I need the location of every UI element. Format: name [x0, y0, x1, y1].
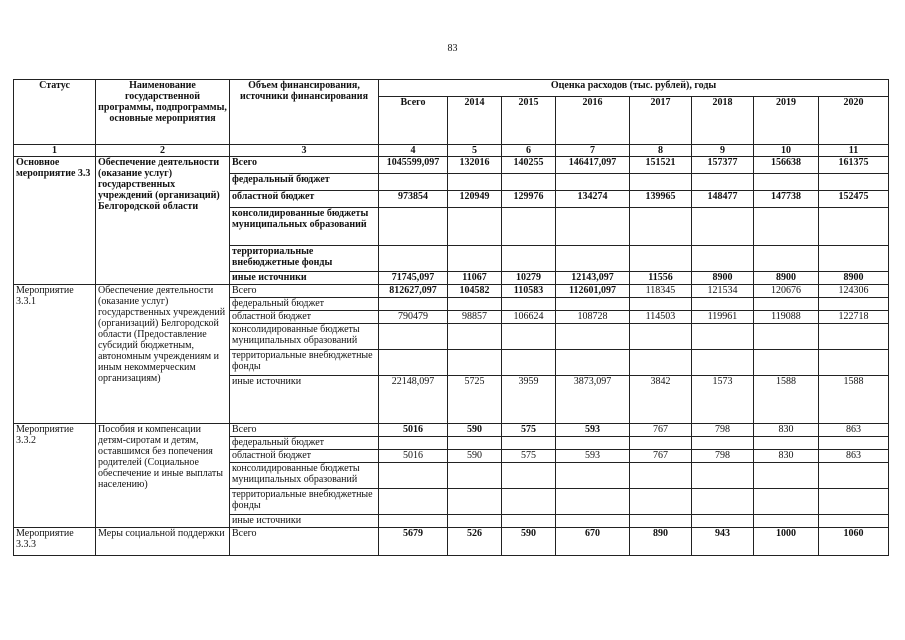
value-cell: 830 [754, 450, 819, 463]
table-row [14, 424, 889, 437]
value-cell [502, 437, 556, 450]
value-cell [692, 463, 754, 489]
value-cell [754, 489, 819, 515]
value-cell [448, 298, 502, 311]
value-cell [692, 174, 754, 191]
value-cell: 110583 [502, 285, 556, 298]
value-cell: 798 [692, 450, 754, 463]
value-cell [379, 324, 448, 350]
value-cell [556, 208, 630, 246]
header-year: 2018 [692, 97, 754, 145]
funding-source-cell: иные источники [230, 272, 379, 285]
value-cell: 1588 [754, 376, 819, 424]
value-cell [448, 174, 502, 191]
value-cell [630, 246, 692, 272]
value-cell [448, 463, 502, 489]
funding-source-cell: федеральный бюджет [230, 437, 379, 450]
value-cell [556, 246, 630, 272]
value-cell [379, 208, 448, 246]
funding-source-cell: территориальные внебюджетные фонды [230, 350, 379, 376]
header-status: Статус [14, 80, 96, 145]
value-cell [448, 489, 502, 515]
value-cell: 890 [630, 528, 692, 556]
column-index: 2 [96, 145, 230, 157]
value-cell [754, 246, 819, 272]
funding-source-cell: федеральный бюджет [230, 174, 379, 191]
value-cell: 71745,097 [379, 272, 448, 285]
value-cell [448, 350, 502, 376]
value-cell [379, 246, 448, 272]
value-cell: 812627,097 [379, 285, 448, 298]
value-cell: 10279 [502, 272, 556, 285]
value-cell: 973854 [379, 191, 448, 208]
value-cell: 11556 [630, 272, 692, 285]
value-cell [692, 208, 754, 246]
value-cell [502, 174, 556, 191]
funding-source-cell: консолидированные бюджеты муниципальных образований [230, 208, 379, 246]
status-cell: Основное мероприятие 3.3 [14, 157, 96, 285]
value-cell: 104582 [448, 285, 502, 298]
value-cell [819, 463, 889, 489]
value-cell [556, 489, 630, 515]
funding-source-cell: территориальные внебюджетные фонды [230, 246, 379, 272]
funding-source-cell: консолидированные бюджеты муниципальных образований [230, 463, 379, 489]
value-cell: 5725 [448, 376, 502, 424]
name-cell: Обеспечение деятельности (оказание услуг) государственных учреждений (организаций) Белгородской области [96, 157, 230, 285]
column-index: 9 [692, 145, 754, 157]
value-cell: 134274 [556, 191, 630, 208]
funding-source-cell: Всего [230, 157, 379, 174]
value-cell: 146417,097 [556, 157, 630, 174]
budget-table [13, 79, 889, 556]
funding-source-cell: Всего [230, 285, 379, 298]
header-year: 2019 [754, 97, 819, 145]
value-cell: 526 [448, 528, 502, 556]
value-cell [819, 246, 889, 272]
header-funding: Объем финансирования, источники финансирования [230, 80, 379, 145]
column-index: 3 [230, 145, 379, 157]
value-cell: 5016 [379, 424, 448, 437]
funding-source-cell: Всего [230, 528, 379, 556]
value-cell: 8900 [754, 272, 819, 285]
value-cell [448, 324, 502, 350]
value-cell: 590 [448, 450, 502, 463]
value-cell: 863 [819, 450, 889, 463]
value-cell: 106624 [502, 311, 556, 324]
header-year: 2016 [556, 97, 630, 145]
table-row [14, 528, 889, 556]
column-index: 11 [819, 145, 889, 157]
value-cell: 119088 [754, 311, 819, 324]
value-cell: 1588 [819, 376, 889, 424]
value-cell: 1045599,097 [379, 157, 448, 174]
value-cell [502, 515, 556, 528]
value-cell [630, 463, 692, 489]
value-cell [692, 350, 754, 376]
value-cell: 5016 [379, 450, 448, 463]
value-cell [556, 174, 630, 191]
value-cell [630, 208, 692, 246]
value-cell: 767 [630, 450, 692, 463]
value-cell [692, 324, 754, 350]
value-cell: 119961 [692, 311, 754, 324]
value-cell: 575 [502, 450, 556, 463]
header-name: Наименование государственной программы, подпрограммы, основные мероприятия [96, 80, 230, 145]
value-cell: 593 [556, 450, 630, 463]
value-cell [692, 246, 754, 272]
header-estimate: Оценка расходов (тыс. рублей), годы [379, 80, 889, 97]
value-cell [819, 174, 889, 191]
value-cell [448, 437, 502, 450]
funding-source-cell: областной бюджет [230, 450, 379, 463]
funding-source-cell: областной бюджет [230, 191, 379, 208]
value-cell [502, 489, 556, 515]
value-cell [819, 298, 889, 311]
value-cell [754, 324, 819, 350]
value-cell: 120676 [754, 285, 819, 298]
value-cell [754, 298, 819, 311]
value-cell: 3842 [630, 376, 692, 424]
value-cell: 863 [819, 424, 889, 437]
value-cell: 152475 [819, 191, 889, 208]
value-cell: 139965 [630, 191, 692, 208]
value-cell: 3873,097 [556, 376, 630, 424]
column-index: 1 [14, 145, 96, 157]
value-cell: 148477 [692, 191, 754, 208]
table-row [14, 157, 889, 174]
value-cell: 140255 [502, 157, 556, 174]
header-year: 2014 [448, 97, 502, 145]
table-row [14, 285, 889, 298]
value-cell [630, 515, 692, 528]
value-cell [379, 298, 448, 311]
value-cell: 121534 [692, 285, 754, 298]
status-cell: Мероприятие 3.3.2 [14, 424, 96, 528]
value-cell [819, 437, 889, 450]
value-cell: 124306 [819, 285, 889, 298]
funding-source-cell: консолидированные бюджеты муниципальных образований [230, 324, 379, 350]
column-index: 6 [502, 145, 556, 157]
column-index: 7 [556, 145, 630, 157]
value-cell [819, 350, 889, 376]
value-cell [692, 298, 754, 311]
funding-source-cell: Всего [230, 424, 379, 437]
value-cell: 11067 [448, 272, 502, 285]
value-cell: 798 [692, 424, 754, 437]
value-cell: 132016 [448, 157, 502, 174]
value-cell [754, 437, 819, 450]
value-cell [630, 324, 692, 350]
value-cell: 118345 [630, 285, 692, 298]
value-cell [754, 350, 819, 376]
value-cell: 22148,097 [379, 376, 448, 424]
header-year: 2015 [502, 97, 556, 145]
value-cell [379, 174, 448, 191]
value-cell [556, 350, 630, 376]
value-cell [502, 246, 556, 272]
column-index: 8 [630, 145, 692, 157]
value-cell [819, 515, 889, 528]
funding-source-cell: областной бюджет [230, 311, 379, 324]
value-cell [379, 437, 448, 450]
value-cell [556, 463, 630, 489]
value-cell: 593 [556, 424, 630, 437]
value-cell [819, 489, 889, 515]
header-year: Всего [379, 97, 448, 145]
value-cell: 767 [630, 424, 692, 437]
value-cell: 157377 [692, 157, 754, 174]
value-cell: 8900 [819, 272, 889, 285]
column-index: 5 [448, 145, 502, 157]
value-cell [556, 324, 630, 350]
value-cell: 590 [448, 424, 502, 437]
value-cell [502, 350, 556, 376]
value-cell [448, 208, 502, 246]
value-cell: 98857 [448, 311, 502, 324]
value-cell [630, 350, 692, 376]
value-cell: 1000 [754, 528, 819, 556]
value-cell [448, 515, 502, 528]
value-cell [692, 489, 754, 515]
value-cell [379, 515, 448, 528]
value-cell [379, 463, 448, 489]
value-cell: 830 [754, 424, 819, 437]
value-cell: 151521 [630, 157, 692, 174]
value-cell [630, 489, 692, 515]
value-cell [630, 174, 692, 191]
name-cell: Пособия и компенсации детям-сиротам и детям, оставшимся без попечения родителей (Социальное обеспечение и иные выплаты населению) [96, 424, 230, 528]
funding-source-cell: иные источники [230, 376, 379, 424]
value-cell: 575 [502, 424, 556, 437]
value-cell: 943 [692, 528, 754, 556]
status-cell: Мероприятие 3.3.1 [14, 285, 96, 424]
status-cell: Мероприятие 3.3.3 [14, 528, 96, 556]
value-cell: 670 [556, 528, 630, 556]
value-cell: 1060 [819, 528, 889, 556]
value-cell [692, 515, 754, 528]
value-cell: 161375 [819, 157, 889, 174]
value-cell [502, 208, 556, 246]
value-cell: 5679 [379, 528, 448, 556]
value-cell: 129976 [502, 191, 556, 208]
value-cell [692, 437, 754, 450]
value-cell [819, 208, 889, 246]
value-cell: 8900 [692, 272, 754, 285]
value-cell: 3959 [502, 376, 556, 424]
value-cell: 114503 [630, 311, 692, 324]
value-cell: 147738 [754, 191, 819, 208]
value-cell [819, 324, 889, 350]
value-cell [556, 437, 630, 450]
value-cell [754, 463, 819, 489]
value-cell: 590 [502, 528, 556, 556]
value-cell: 112601,097 [556, 285, 630, 298]
value-cell [754, 515, 819, 528]
value-cell [754, 174, 819, 191]
funding-source-cell: иные источники [230, 515, 379, 528]
value-cell [448, 246, 502, 272]
value-cell [754, 208, 819, 246]
name-cell: Обеспечение деятельности (оказание услуг) государственных учреждений (организаций) Белгородской области (Предоставление субсидий бюджетным, автономным учреждениям и иным некоммерческим организациям) [96, 285, 230, 424]
value-cell [502, 463, 556, 489]
name-cell: Меры социальной поддержки [96, 528, 230, 556]
funding-source-cell: территориальные внебюджетные фонды [230, 489, 379, 515]
value-cell [379, 489, 448, 515]
value-cell: 108728 [556, 311, 630, 324]
value-cell [502, 324, 556, 350]
value-cell [502, 298, 556, 311]
column-index: 10 [754, 145, 819, 157]
value-cell [556, 515, 630, 528]
value-cell: 12143,097 [556, 272, 630, 285]
value-cell: 156638 [754, 157, 819, 174]
value-cell [630, 437, 692, 450]
value-cell [630, 298, 692, 311]
value-cell [379, 350, 448, 376]
value-cell: 122718 [819, 311, 889, 324]
value-cell: 790479 [379, 311, 448, 324]
value-cell: 1573 [692, 376, 754, 424]
value-cell: 120949 [448, 191, 502, 208]
column-index: 4 [379, 145, 448, 157]
value-cell [556, 298, 630, 311]
header-year: 2017 [630, 97, 692, 145]
header-year: 2020 [819, 97, 889, 145]
page-number: 83 [447, 43, 458, 54]
funding-source-cell: федеральный бюджет [230, 298, 379, 311]
